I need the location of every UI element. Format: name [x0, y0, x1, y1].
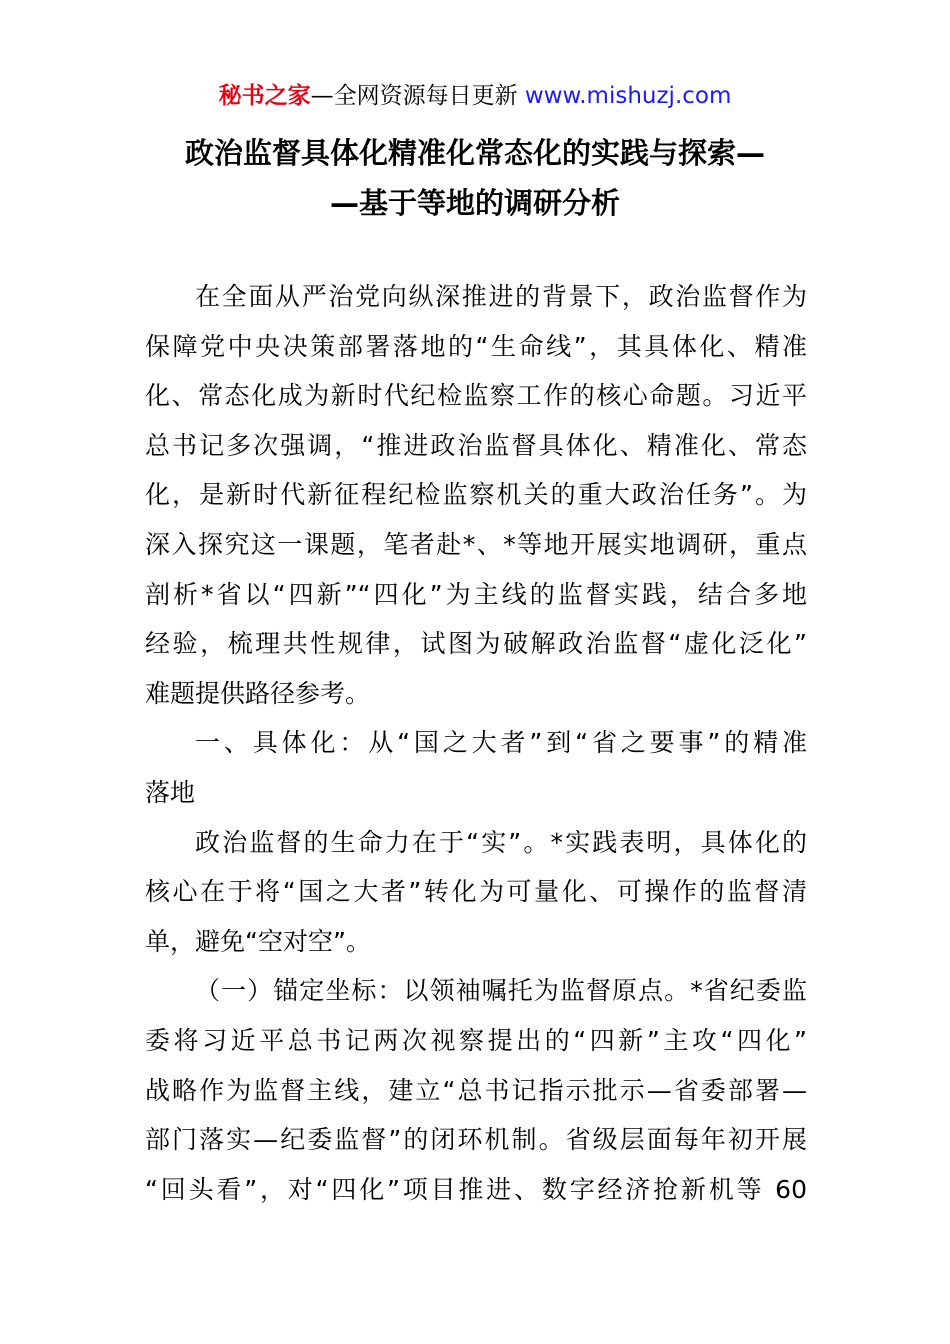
site-brand: 秘书之家	[218, 83, 311, 109]
section-heading-line: 一、具体化：从“国之大者”到“省之要事”的精准	[195, 728, 807, 758]
paragraph-line: 委将习近平总书记两次视察提出的“四新”主攻“四化”	[145, 1025, 807, 1055]
site-url-link[interactable]: www.mishuzj.com	[524, 83, 732, 109]
paragraph-line: 部门落实—纪委监督”的闭环机制。省级层面每年初开展	[145, 1125, 807, 1155]
title-line-2: —基于等地的调研分析	[329, 186, 620, 220]
site-header	[0, 80, 950, 112]
paragraph-line: 总书记多次强调，“推进政治监督具体化、精准化、常态	[145, 430, 807, 460]
paragraph-line: 在全面从严治党向纵深推进的背景下，政治监督作为	[195, 282, 807, 311]
paragraph-line: 核心在于将“国之大者”转化为可量化、可操作的监督清	[145, 877, 807, 907]
document-title	[145, 128, 805, 228]
paragraph-line: 政治监督的生命力在于“实”。*实践表明，具体化的	[195, 827, 807, 857]
paragraph-line: 单，避免“空对空”。	[145, 926, 371, 956]
section-heading-line: 落地	[145, 777, 196, 807]
paragraph-line: 化，是新时代新征程纪检监察机关的重大政治任务”。为	[145, 480, 807, 510]
paragraph-line: 剖析*省以“四新”“四化”为主线的监督实践，结合多地	[145, 579, 807, 609]
title-line-1: 政治监督具体化精准化常态化的实践与探索—	[184, 136, 765, 170]
paragraph-line: （一）锚定坐标：以领袖嘱托为监督原点。*省纪委监	[195, 976, 807, 1006]
site-tagline: —全网资源每日更新	[310, 83, 518, 109]
paragraph-line: “回头看”，对“四化”项目推进、数字经济抢新机等 60	[145, 1174, 807, 1204]
paragraph-line: 化、常态化成为新时代纪检监察工作的核心命题。习近平	[145, 381, 807, 411]
paragraph-line: 难题提供路径参考。	[145, 678, 371, 708]
document-body	[145, 272, 807, 1214]
paragraph-line: 经验，梳理共性规律，试图为破解政治监督“虚化泛化”	[145, 629, 807, 659]
paragraph-line: 保障党中央决策部署落地的“生命线”，其具体化、精准	[145, 331, 807, 361]
paragraph-line: 深入探究这一课题，笔者赴*、*等地开展实地调研，重点	[145, 529, 807, 559]
paragraph-line: 战略作为监督主线，建立“总书记指示批示—省委部署—	[145, 1075, 807, 1105]
